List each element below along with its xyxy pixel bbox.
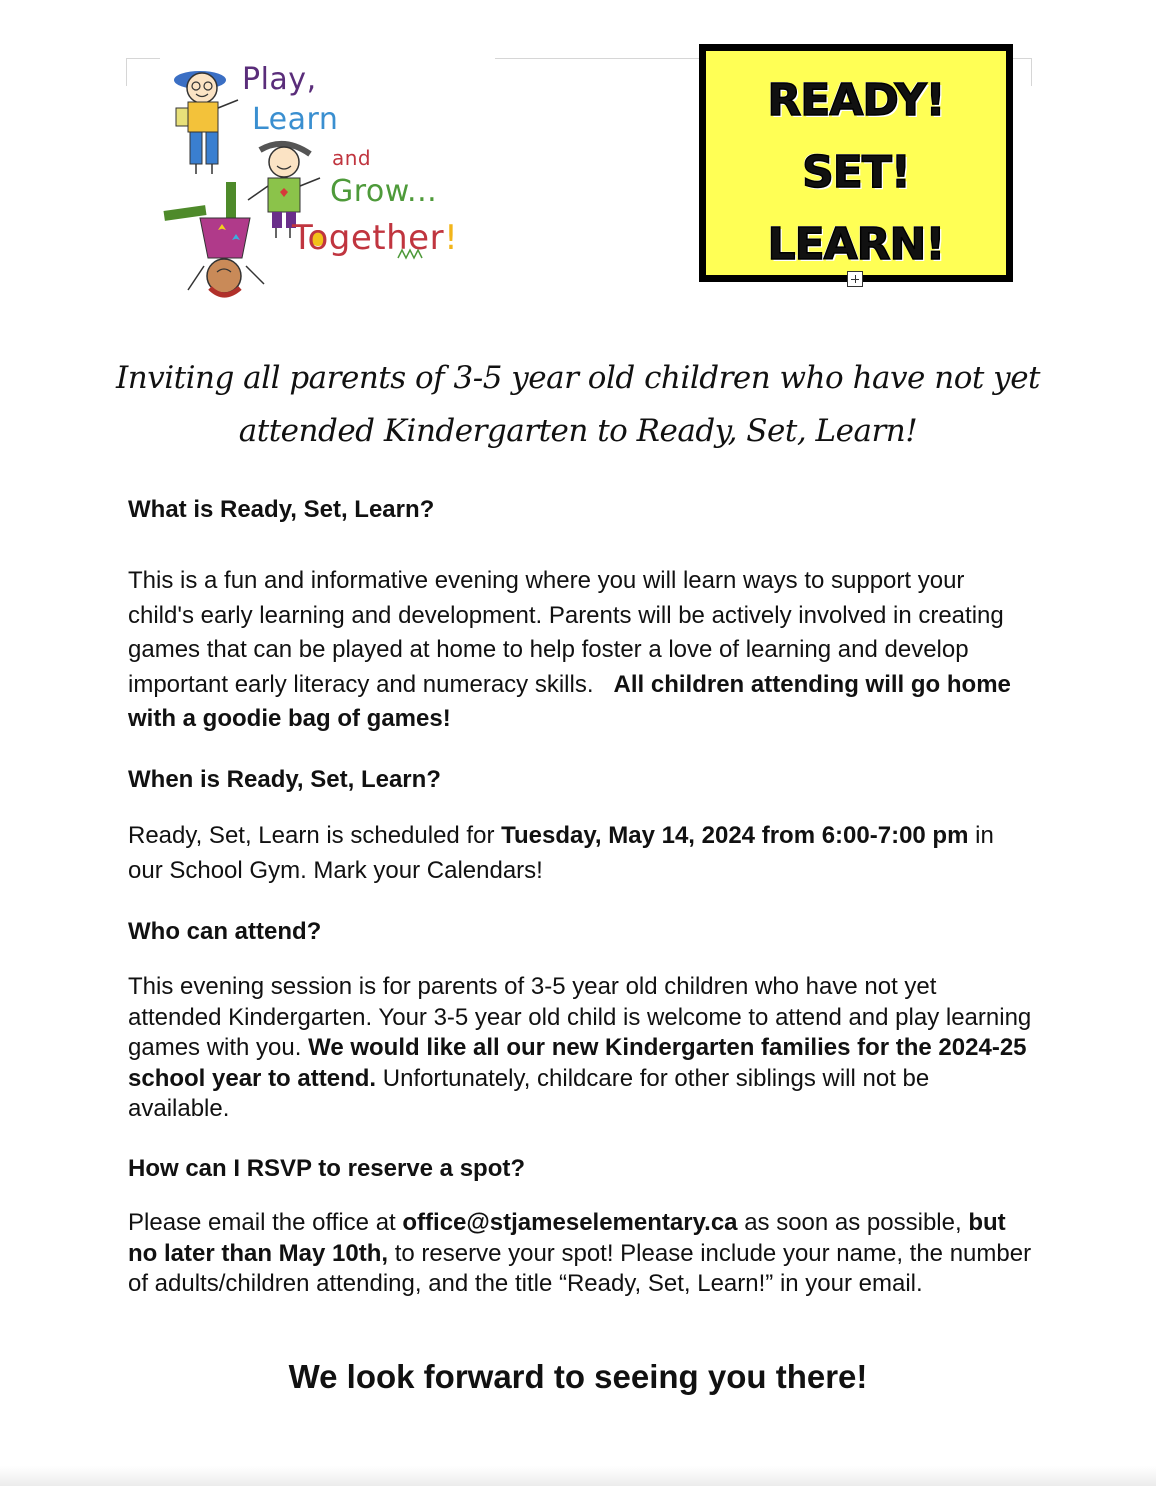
what-heading: What is Ready, Set, Learn? (128, 496, 435, 523)
invitation-line-1: Inviting all parents of 3-5 year old children who have not yet (116, 360, 1040, 396)
play-learn-grow-logo (160, 58, 495, 308)
move-handle-icon[interactable] (847, 271, 863, 287)
learn-line: LEARN! (767, 219, 945, 270)
ready-set-learn-box (699, 44, 1013, 282)
logo-together-text: Together (292, 218, 445, 258)
who-text-after: Unfortunately, childcare for other siblings will not be available. (128, 1064, 930, 1122)
what-bold-text: All children attending will go home with a goodie bag of games! (128, 670, 1011, 732)
when-paragraph (128, 818, 1033, 888)
who-heading: Who can attend? (128, 918, 322, 945)
page-bottom-edge (0, 1466, 1156, 1486)
logo-word-grow: Grow... (330, 174, 438, 209)
when-date-time: Tuesday, May 14, 2024 from 6:00-7:00 pm (501, 822, 969, 849)
logo-word-and: and (332, 146, 372, 170)
who-bold-text: We would like all our new Kindergarten families for the 2024-25 school year to attend. (128, 1034, 1027, 1092)
closing-line: We look forward to seeing you there! (288, 1358, 868, 1395)
invitation-line-2: attended Kindergarten to Ready, Set, Learn! (238, 413, 918, 449)
kids-illustration-icon (160, 58, 495, 308)
logo-word-play: Play, (242, 62, 317, 97)
rsvp-paragraph (128, 1208, 1033, 1300)
rsvp-text-after: to reserve your spot! Please include your name, the number of adults/children attending, and the title “Ready, Set, Learn!” in your email. (128, 1239, 1032, 1297)
what-paragraph (128, 564, 1033, 737)
rsvp-heading: How can I RSVP to reserve a spot? (128, 1155, 526, 1182)
when-text-after: in our School Gym. Mark your Calendars! (128, 822, 994, 884)
invitation-text (110, 352, 1046, 458)
logo-word-learn: Learn (252, 102, 339, 137)
logo-together-bang: ! (444, 218, 459, 258)
who-paragraph (128, 972, 1033, 1125)
rsvp-text-mid: as soon as possible, (744, 1209, 962, 1236)
logo-word-together (292, 218, 458, 258)
ready-line: READY! (767, 75, 945, 126)
what-text: This is a fun and informative evening where you will learn ways to support your child's early learning and development. Parents will be actively involved in creating games that can be played at home to help foster a love of learning and develop important early literacy and numeracy skills. (128, 567, 1004, 698)
rsvp-email[interactable]: office@stjameselementary.ca (402, 1209, 738, 1236)
rsvp-deadline: but no later than May 10th, (128, 1209, 1006, 1267)
who-text-before: This evening session is for parents of 3-5 year old children who have not yet attended Kindergarten. Your 3-5 year old child is welcome to attend and play learning games with you. (128, 973, 1032, 1061)
when-heading: When is Ready, Set, Learn? (128, 766, 441, 793)
rsvp-text-before: Please email the office at (128, 1209, 396, 1236)
when-text-before: Ready, Set, Learn is scheduled for (128, 822, 495, 849)
set-line: SET! (802, 147, 910, 198)
